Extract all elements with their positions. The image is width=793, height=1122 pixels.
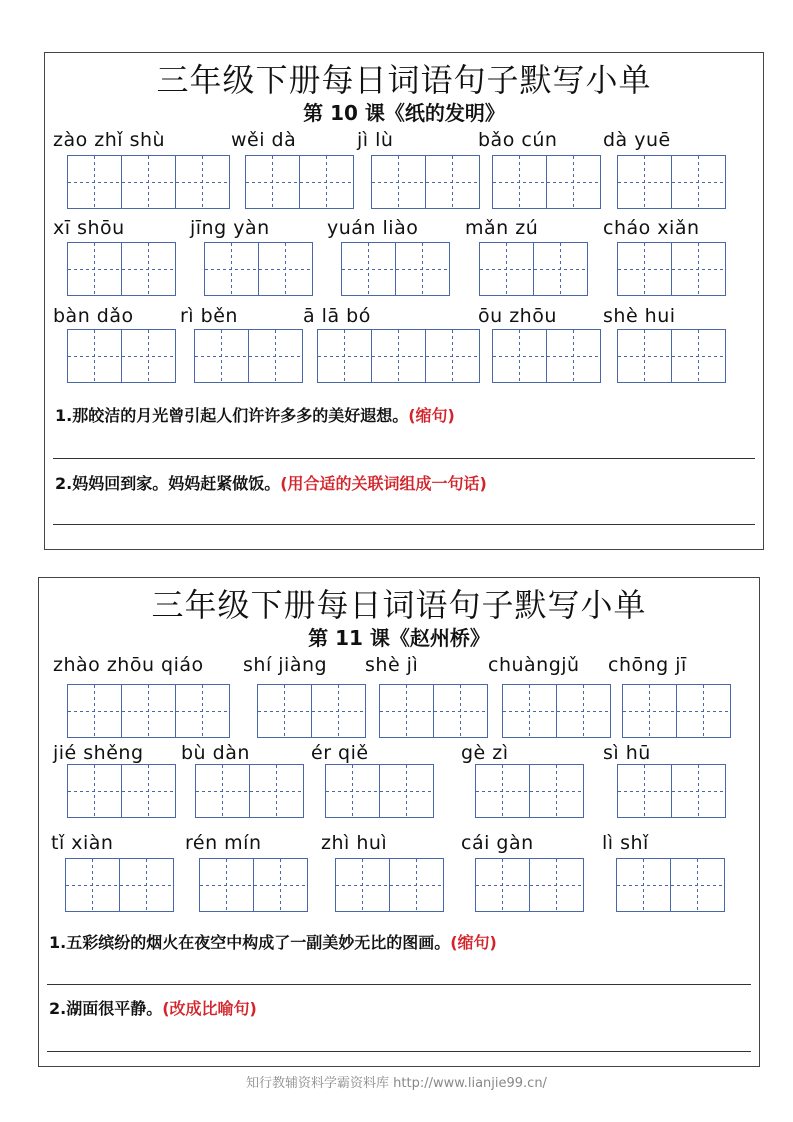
question-2 [55,471,487,494]
writing-cell[interactable] [372,329,426,383]
writing-cell[interactable] [120,858,174,912]
writing-cell[interactable] [122,155,176,209]
pinyin: bù dàn [181,742,250,764]
writing-cell[interactable] [259,242,313,296]
worksheet-title: 三年级下册每日词语句子默写小单 [156,61,652,99]
writing-cell[interactable] [200,858,254,912]
question-text: 2.妈妈回到家。妈妈赶紧做饭。 [55,474,281,493]
writing-cell[interactable] [672,155,726,209]
writing-cell[interactable] [547,155,601,209]
writing-cell[interactable] [68,329,122,383]
writing-cell[interactable] [530,858,584,912]
writing-cell[interactable] [176,684,230,738]
writing-cell[interactable] [618,764,672,818]
writing-cell[interactable] [68,684,122,738]
writing-cell[interactable] [68,242,122,296]
pinyin: rì běn [180,305,238,327]
writing-cell[interactable] [671,858,725,912]
question-requirement: (改成比喻句) [162,999,257,1018]
footer-watermark: 知行教辅资料学霸资料库 http://www.lianjie99.cn/ [246,1076,547,1091]
pinyin: mǎn zú [465,217,539,239]
pinyin: xī shōu [53,217,125,239]
writing-cell[interactable] [557,684,611,738]
pinyin: dà yuē [603,129,671,151]
question-requirement: (用合适的关联词组成一句话) [280,474,487,493]
writing-cell[interactable] [122,329,176,383]
pinyin: zhào zhōu qiáo [53,654,204,676]
writing-cell[interactable] [426,329,480,383]
pinyin: zào zhǐ shù [53,129,166,151]
question-requirement: (缩句) [450,933,497,952]
writing-cell[interactable] [68,764,122,818]
writing-cell[interactable] [493,155,547,209]
writing-cell[interactable] [480,242,534,296]
writing-cell[interactable] [250,764,304,818]
writing-cell[interactable] [534,242,588,296]
lesson-title: 第 10 课《纸的发明》 [303,101,505,125]
pinyin: shè jì [365,654,419,676]
writing-cell[interactable] [380,684,434,738]
writing-cell[interactable] [618,242,672,296]
writing-cell[interactable] [618,329,672,383]
writing-cell[interactable] [342,242,396,296]
writing-cell[interactable] [434,684,488,738]
pinyin: wěi dà [231,129,297,151]
answer-line[interactable] [47,1051,751,1052]
pinyin: lì shǐ [602,832,649,854]
pinyin: shè hui [603,305,676,327]
writing-cell[interactable] [476,858,530,912]
pinyin: shí jiàng [243,654,328,676]
writing-cell[interactable] [493,329,547,383]
writing-cell[interactable] [390,858,444,912]
writing-cell[interactable] [672,764,726,818]
writing-cell[interactable] [254,858,308,912]
pinyin: chōng jī [608,654,687,676]
pinyin: gè zì [461,742,509,764]
pinyin: ā lā bó [303,305,371,327]
pinyin: cháo xiǎn [603,217,700,239]
writing-cell[interactable] [503,684,557,738]
pinyin: zhì huì [321,832,388,854]
writing-cell[interactable] [617,858,671,912]
writing-cell[interactable] [195,329,249,383]
question-requirement: (缩句) [408,406,455,425]
writing-cell[interactable] [326,764,380,818]
answer-line[interactable] [53,458,755,459]
writing-cell[interactable] [196,764,250,818]
writing-cell[interactable] [66,858,120,912]
pinyin: chuàngjǔ [488,654,580,676]
pinyin: sì hū [603,742,651,764]
writing-cell[interactable] [618,155,672,209]
writing-cell[interactable] [318,329,372,383]
worksheet-lesson-10 [44,52,764,550]
writing-cell[interactable] [672,242,726,296]
question-text: 1.五彩缤纷的烟火在夜空中构成了一副美妙无比的图画。 [49,933,451,952]
pinyin: cái gàn [461,832,534,854]
pinyin: jié shěng [53,742,144,764]
writing-cell[interactable] [122,764,176,818]
pinyin: ér qiě [311,742,369,764]
pinyin: bǎo cún [478,129,558,151]
pinyin: rén mín [185,832,262,854]
writing-cell[interactable] [336,858,390,912]
answer-line[interactable] [53,524,755,525]
pinyin: jì lù [357,129,394,151]
pinyin: ōu zhōu [478,305,557,327]
pinyin: bàn dǎo [53,305,134,327]
lesson-title: 第 11 课《赵州桥》 [308,626,490,650]
writing-cell[interactable] [396,242,450,296]
pinyin: jīng yàn [190,217,270,239]
writing-cell[interactable] [68,155,122,209]
worksheet-lesson-11 [38,577,760,1067]
writing-cell[interactable] [547,329,601,383]
writing-cell[interactable] [530,764,584,818]
worksheet-title: 三年级下册每日词语句子默写小单 [151,586,647,624]
writing-cell[interactable] [246,155,300,209]
writing-cell[interactable] [623,684,677,738]
writing-cell[interactable] [176,155,230,209]
writing-cell[interactable] [122,242,176,296]
question-text: 2.湖面很平静。 [49,999,163,1018]
writing-cell[interactable] [122,684,176,738]
pinyin: tǐ xiàn [51,832,114,854]
writing-cell[interactable] [426,155,480,209]
writing-cell[interactable] [372,155,426,209]
writing-cell[interactable] [476,764,530,818]
question-1 [55,403,455,426]
writing-cell[interactable] [672,329,726,383]
writing-cell[interactable] [249,329,303,383]
question-1 [49,930,497,953]
pinyin: yuán liào [327,217,419,239]
question-text: 1.那皎洁的月光曾引起人们许许多多的美好遐想。 [55,406,409,425]
writing-cell[interactable] [380,764,434,818]
answer-line[interactable] [47,984,751,985]
writing-cell[interactable] [258,684,312,738]
writing-cell[interactable] [677,684,731,738]
writing-cell[interactable] [205,242,259,296]
question-2 [49,996,257,1019]
writing-cell[interactable] [312,684,366,738]
writing-cell[interactable] [300,155,354,209]
